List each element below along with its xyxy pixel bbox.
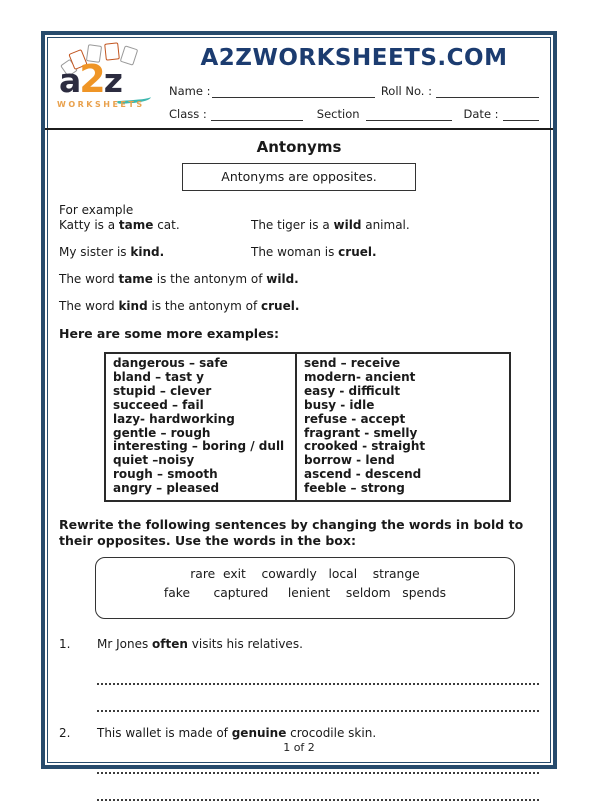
exercise-instructions: Rewrite the following sentences by changing the words in bold to their opposites. Use the words in the box: — [59, 517, 524, 549]
antonym-pair: angry – pleased — [113, 481, 220, 496]
roll-label: Roll No. : — [380, 84, 432, 98]
antonym-pair: dangerous – safe — [113, 356, 228, 370]
antonym-statement: The word tame is the antonym of wild. — [59, 272, 299, 286]
name-field-line — [212, 85, 374, 98]
answer-lines-q2 — [97, 772, 539, 801]
header — [45, 35, 553, 130]
antonym-pair: modern- ancient — [304, 369, 416, 384]
more-examples-heading: Here are some more examples: — [59, 326, 280, 341]
antonym-pair: rough – smooth — [113, 467, 218, 482]
antonym-pair: refuse - accept — [304, 411, 406, 426]
for-example-label: For example — [59, 203, 134, 217]
date-label: Date : — [463, 107, 499, 121]
logo-letter-a: a — [59, 61, 80, 100]
antonym-pair: easy - difficult — [304, 383, 401, 398]
question-text: This wallet is made of genuine crocodile skin. — [97, 725, 377, 740]
logo-letter-z: z — [103, 61, 121, 100]
question-2 — [59, 726, 539, 740]
class-section-date-row — [169, 107, 539, 121]
worksheet-page — [41, 31, 557, 769]
antonym-pair: quiet –noisy — [113, 453, 195, 468]
question-number: 2. — [59, 725, 71, 740]
site-title: A2ZWORKSHEETS.COM — [200, 45, 508, 71]
logo-subtitle: WORKSHEETS — [57, 100, 145, 109]
question-1 — [59, 637, 539, 651]
worksheet-title: Antonyms — [256, 138, 342, 156]
roll-field-line — [436, 85, 539, 98]
antonym-statement: The word kind is the antonym of cruel. — [59, 299, 300, 313]
page-number: 1 of 2 — [283, 741, 315, 754]
antonym-column-right — [295, 354, 509, 500]
antonym-pair: fragrant - smelly — [304, 425, 418, 440]
antonym-column-left — [106, 354, 295, 500]
paper-doodle-icon — [104, 42, 120, 60]
question-number: 1. — [59, 636, 71, 651]
logo-letter-2: 2 — [79, 57, 104, 101]
example-sentence: My sister is kind. — [59, 245, 165, 259]
word-bank-line: fake captured lenient seldom spends — [163, 585, 447, 600]
antonym-pair: crooked - straight — [304, 439, 426, 454]
logo-wordmark — [59, 57, 121, 101]
paper-doodle-icon — [120, 45, 139, 65]
antonym-pair: borrow - lend — [304, 453, 395, 468]
word-bank-box — [95, 557, 515, 619]
date-field-line — [503, 108, 539, 121]
worksheet-body — [45, 130, 553, 801]
antonym-pair: gentle – rough — [113, 425, 211, 440]
example-sentence: The tiger is a wild animal. — [251, 218, 410, 232]
class-label: Class : — [169, 107, 207, 121]
name-label: Name : — [169, 84, 211, 98]
example-sentence: The woman is cruel. — [251, 245, 377, 259]
antonym-pair: interesting – boring / dull — [113, 439, 285, 454]
example-sentences — [59, 218, 539, 259]
section-label: Section — [316, 107, 360, 121]
definition-box: Antonyms are opposites. — [182, 163, 416, 191]
answer-line — [97, 710, 539, 712]
header-right — [163, 43, 539, 124]
class-field-line — [211, 108, 303, 121]
antonym-pair: bland – tast y — [113, 369, 205, 384]
antonym-pair: ascend - descend — [304, 467, 422, 482]
antonym-pair: feeble – strong — [304, 481, 405, 496]
section-field-line — [366, 108, 452, 121]
antonym-pair: lazy- hardworking — [113, 411, 235, 426]
a2z-logo — [55, 43, 163, 124]
answer-line — [97, 683, 539, 685]
answer-line — [97, 772, 539, 774]
antonym-pair: send – receive — [304, 356, 401, 370]
antonym-pair: stupid – clever — [113, 383, 212, 398]
answer-lines-q1 — [97, 683, 539, 712]
example-sentence: Katty is a tame cat. — [59, 218, 180, 232]
name-roll-row — [169, 84, 539, 98]
antonym-pair: succeed – fail — [113, 397, 204, 412]
antonym-pair: busy - idle — [304, 397, 375, 412]
antonym-examples-table — [104, 352, 511, 502]
question-text: Mr Jones often visits his relatives. — [97, 636, 303, 651]
word-bank-line: rare exit cowardly local strange — [190, 566, 420, 581]
